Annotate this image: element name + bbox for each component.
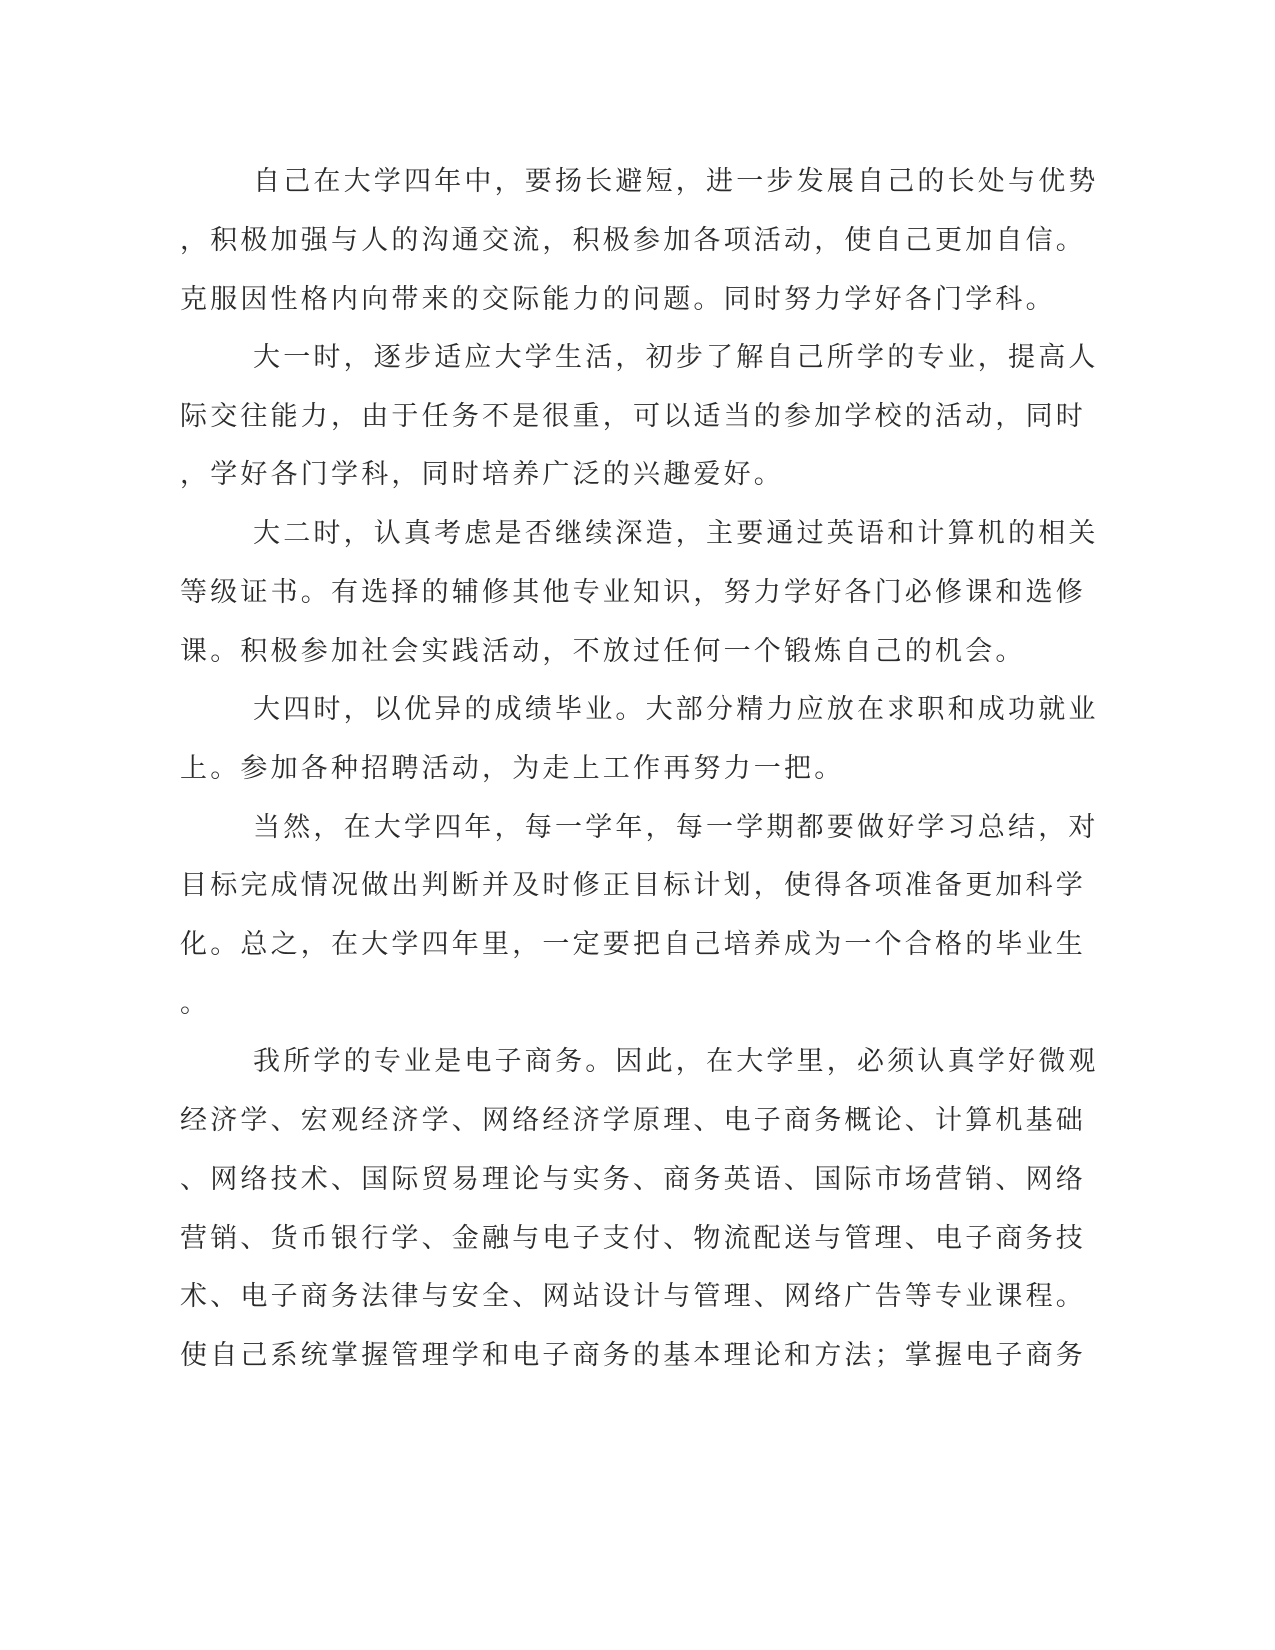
- paragraph-6-line-1: 我所学的专业是电子商务。因此，在大学里，必须认真学好微观: [253, 1046, 1099, 1077]
- paragraph-5-line-2: 目标完成情况做出判断并及时修正目标计划，使得各项准备更加科学: [180, 870, 1086, 901]
- paragraph-2-line-1: 大一时，逐步适应大学生活，初步了解自己所学的专业，提高人: [253, 342, 1099, 373]
- paragraph-4-line-1: 大四时，以优异的成绩毕业。大部分精力应放在求职和成功就业: [253, 694, 1099, 725]
- paragraph-2-line-3: ，学好各门学科，同时培养广泛的兴趣爱好。: [180, 459, 784, 490]
- paragraph-5-line-4: 。: [180, 988, 211, 1019]
- paragraph-5-line-3: 化。总之，在大学四年里，一定要把自己培养成为一个合格的毕业生: [180, 929, 1086, 960]
- paragraph-6-line-2: 经济学、宏观经济学、网络经济学原理、电子商务概论、计算机基础: [180, 1105, 1086, 1136]
- paragraph-6-line-3: 、网络技术、国际贸易理论与实务、商务英语、国际市场营销、网络: [180, 1164, 1086, 1195]
- paragraph-5-line-1: 当然，在大学四年，每一学年，每一学期都要做好学习总结，对: [253, 812, 1099, 843]
- paragraph-6-line-4: 营销、货币银行学、金融与电子支付、物流配送与管理、电子商务技: [180, 1223, 1086, 1254]
- paragraph-3-line-3: 课。积极参加社会实践活动，不放过任何一个锻炼自己的机会。: [180, 636, 1026, 667]
- paragraph-1-line-2: ，积极加强与人的沟通交流，积极参加各项活动，使自己更加自信。: [180, 225, 1086, 256]
- paragraph-1-line-3: 克服因性格内向带来的交际能力的问题。同时努力学好各门学科。: [180, 284, 1056, 315]
- paragraph-3-line-1: 大二时，认真考虑是否继续深造，主要通过英语和计算机的相关: [253, 518, 1099, 549]
- paragraph-6-line-5: 术、电子商务法律与安全、网站设计与管理、网络广告等专业课程。: [180, 1281, 1086, 1312]
- paragraph-3-line-2: 等级证书。有选择的辅修其他专业知识，努力学好各门必修课和选修: [180, 577, 1086, 608]
- paragraph-1-line-1: 自己在大学四年中，要扬长避短，进一步发展自己的长处与优势: [253, 166, 1099, 197]
- paragraph-2-line-2: 际交往能力，由于任务不是很重，可以适当的参加学校的活动，同时: [180, 401, 1086, 432]
- paragraph-4-line-2: 上。参加各种招聘活动，为走上工作再努力一把。: [180, 753, 845, 784]
- paragraph-6-line-6: 使自己系统掌握管理学和电子商务的基本理论和方法；掌握电子商务: [180, 1340, 1086, 1371]
